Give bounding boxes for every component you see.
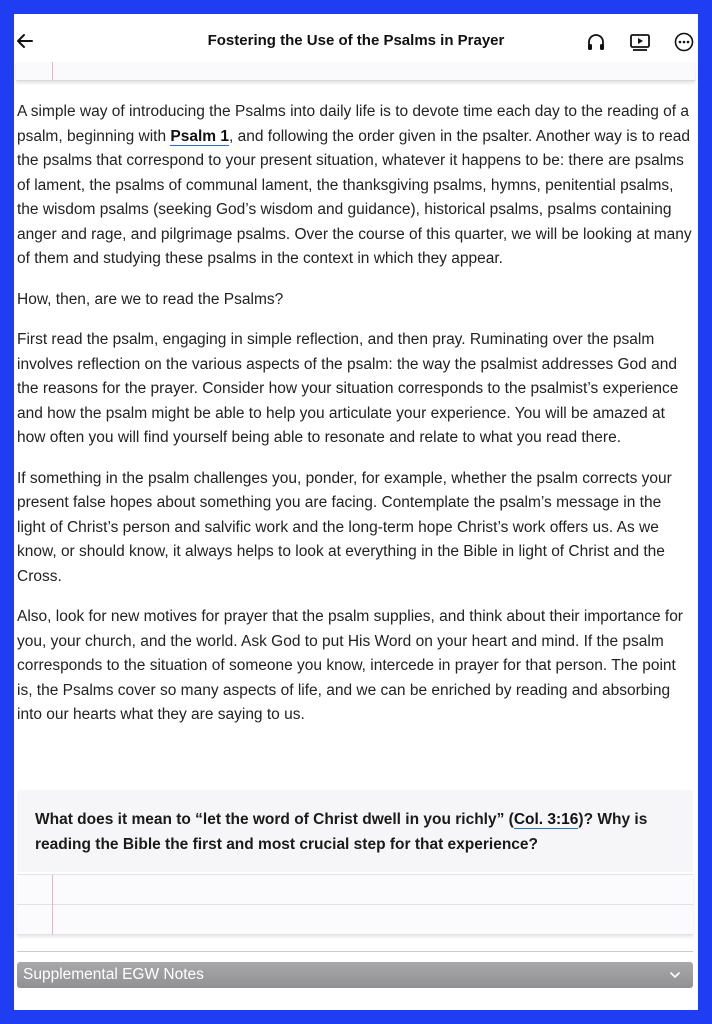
- margin-line: [52, 875, 53, 935]
- page-title: Fostering the Use of the Psalms in Prayer: [207, 32, 505, 49]
- more-options-button[interactable]: [673, 31, 695, 53]
- verse-link-psalm-1[interactable]: Psalm 1: [170, 127, 229, 145]
- paragraph: How, then, are we to read the Psalms?: [17, 290, 284, 308]
- answer-line[interactable]: [17, 905, 693, 935]
- margin-line: [52, 62, 53, 80]
- verse-link-col-3-16[interactable]: Col. 3:16: [513, 811, 579, 828]
- more-options-icon: [674, 32, 694, 52]
- answer-notes-area[interactable]: [17, 874, 693, 935]
- discussion-question: [17, 790, 693, 872]
- notes-strip[interactable]: [16, 62, 695, 81]
- paragraph: If something in the psalm challenges you, ponder, for example, whether the psalm corrects your present false hopes about something you are facing. Contemplate the psalm’s message in the light of Christ’s person and salvific work and the long-term hope Christ’s work offers us. As we know, or should know, it always helps to look at everything in the Bible in light of Christ and the Cross.: [17, 469, 672, 585]
- paragraph: Also, look for new motives for prayer that the psalm supplies, and think about their importance for you, your church, and the world. Ask God to put His Word on your heart and mind. If the psalm corresponds to the situation of someone you know, intercede in prayer for that person. The point is, the Psalms cover so many aspects of life, and we can be enriched by reading and absorbing into our hearts what they are saying to us.: [17, 608, 683, 723]
- app-window: [14, 14, 698, 1010]
- video-button[interactable]: [629, 31, 651, 53]
- headphones-icon: [586, 32, 606, 52]
- chevron-down-icon: [669, 969, 681, 981]
- lesson-content: [17, 100, 693, 744]
- paragraph: A simple way of introducing the Psalms into daily life is to devote time each day to the reading of a psalm, beginning with Psalm 1, and following the order given in the psalter. Another way is to read the psalms that correspond to your present situation, whatever it happens to be: there are psalms of lament, the psalms of communal lament, the thanksgiving psalms, hymns, penitential psalms, the wisdom psalms (seeking God’s wisdom and guidance), historical psalms, psalms containing anger and rage, and pilgrimage psalms. Over the course of this quarter, we will be looking at many of them and studying these psalms in the context in which they appear.: [17, 103, 692, 267]
- arrow-left-icon: [16, 32, 34, 50]
- video-play-icon: [629, 32, 651, 52]
- audio-button[interactable]: [585, 31, 607, 53]
- divider: [17, 951, 693, 952]
- supplemental-notes-label: Supplemental EGW Notes: [23, 966, 204, 983]
- supplemental-notes-toggle[interactable]: [17, 962, 693, 988]
- question-text: What does it mean to “let the word of Christ dwell in you richly” (Col. 3:16)? Why is reading the Bible the first and most crucial step for that experience?: [35, 811, 648, 853]
- paragraph: First read the psalm, engaging in simple reflection, and then pray. Ruminating over the psalm involves reflection on the various aspects of the psalm: the way the psalmist addresses God and the reasons for the prayer. Consider how your situation corresponds to the psalmist’s experience and how the psalm might be able to help you articulate your experience. You will be amazed at how often you will find yourself being able to resonate and relate to what you read there.: [17, 331, 679, 446]
- back-button[interactable]: [14, 30, 36, 52]
- answer-line[interactable]: [17, 875, 693, 905]
